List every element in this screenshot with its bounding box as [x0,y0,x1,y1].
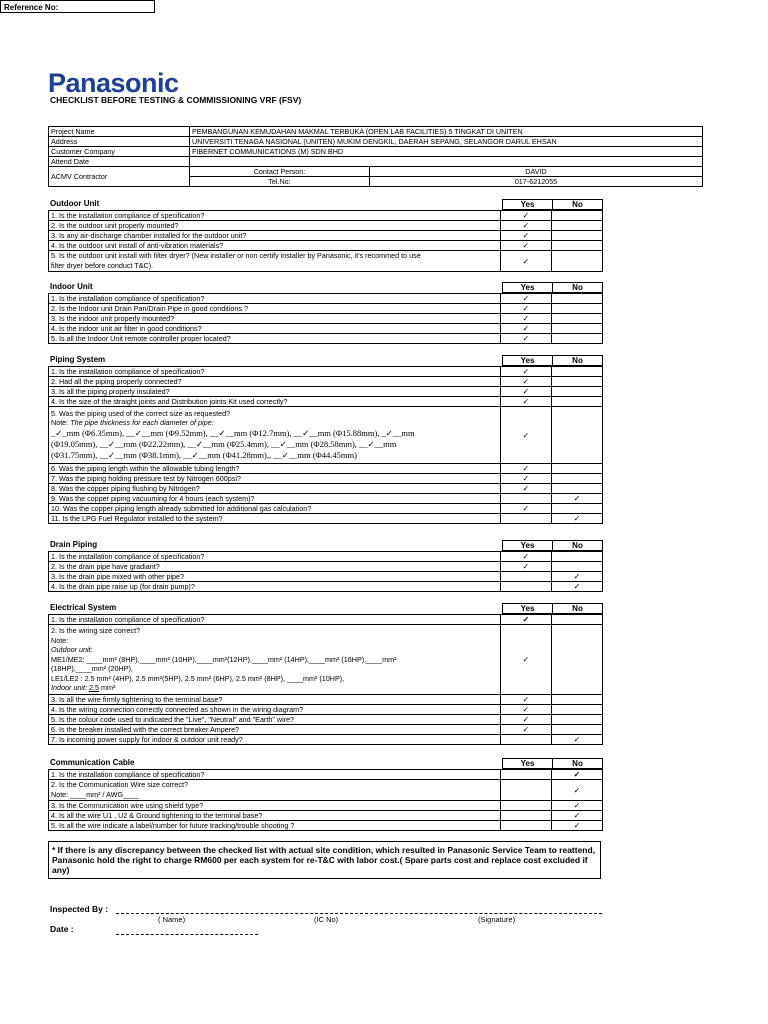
no-header: No [553,283,603,293]
yes-check[interactable]: ✓ [500,484,551,494]
no-check[interactable] [551,474,602,484]
question: 3. Is the indoor unit properly mounted? [49,314,501,324]
question: 6. Is the breaker installed with the correct breaker Ampere? [49,724,501,734]
no-check[interactable] [551,407,602,464]
question: 4. Is the outdoor unit install of anti-vibration materials? [49,241,501,251]
no-header: No [553,356,603,366]
yes-check[interactable]: ✓ [500,294,551,304]
no-check[interactable] [551,211,602,221]
question: 1. Is the installation compliance of specification? [49,615,501,625]
table-row [49,314,603,324]
no-check[interactable] [551,251,602,272]
no-header: No [553,200,603,210]
yes-check[interactable]: ✓ [500,231,551,241]
yes-header: Yes [503,283,553,293]
no-check[interactable] [551,464,602,474]
no-check[interactable] [551,714,602,724]
electrical-header [502,603,603,614]
question: 2. Is the outdoor unit properly mounted? [49,221,501,231]
customer-row [49,147,703,157]
yes-check[interactable] [500,811,551,821]
note-label: Note: [51,418,69,427]
yes-header: Yes [503,356,553,366]
table-row [49,367,603,377]
no-check[interactable] [551,304,602,314]
table-row [49,304,603,314]
question: 7. Was the piping holding pressure test by Nitrogen 600psi? [49,474,501,484]
wire-size-line: ME1/ME2: ____mm² (8HP),____mm² (10HP),____mm²(12HP),____mm² (14HP),____mm² (16HP),____mm² [51,654,397,664]
no-check[interactable]: ✓ [551,734,602,744]
address-label: Address [49,137,190,147]
table-row [49,780,603,801]
no-check[interactable] [551,552,602,562]
yes-check[interactable]: ✓ [500,724,551,734]
question: 3. Is all the wire firmly tightening to the terminal base? [49,694,501,704]
pipe-note [51,418,498,427]
table-row [49,582,603,592]
question: 4. Is the size of the straight joints and Distribution joints Kit used correctly? [49,397,501,407]
acmv-label: ACMV Contractor [49,167,190,187]
question: 1. Is the installation compliance of specification? [49,770,501,780]
no-check[interactable] [551,387,602,397]
indoor-unit-label: Indoor unit: [51,683,87,692]
indoor-unit-title: Indoor Unit [50,282,93,291]
yes-check[interactable]: ✓ [500,552,551,562]
question: 2. Had all the piping properly connected? [49,377,501,387]
question-line: filter dryer before conduct T&C). [51,261,154,270]
attend-date-row [49,157,703,167]
note-label: Note: [51,635,69,645]
project-name-row [49,127,703,137]
attend-date-label: Attend Date [49,157,190,167]
question: 4. Is the drain pipe raise up (for drain pump)? [49,582,501,592]
pipe-size-line: (Φ19.05mm), __✓__mm (Φ22.22mm), __✓__mm (Φ25.4mm), __✓__mm (Φ28.58mm), __✓__mm [51,439,397,449]
no-check[interactable] [551,377,602,387]
electrical-system-table [48,614,603,745]
no-check[interactable]: ✓ [551,572,602,582]
table-row [49,494,603,504]
yes-check[interactable] [500,780,551,801]
no-check[interactable] [551,615,602,625]
question: 2. Is the Indoor unit Drain Pan/Drain Pipe in good conditions ? [49,304,501,314]
contact-person-value[interactable]: DAVID [370,167,703,177]
electrical-system-title: Electrical System [50,603,117,612]
table-row [49,294,603,304]
question: 3. Is all the piping properly insulated? [49,387,501,397]
yes-check[interactable]: ✓ [500,464,551,474]
contact-person-label: Contact Person: [190,167,370,177]
customer-label: Customer Company [49,147,190,157]
question: 9. Was the copper piping vacuuming for 4 hours (each system)? [49,494,501,504]
outdoor-header [502,199,603,210]
no-check[interactable] [551,724,602,734]
table-row [49,464,603,474]
ic-caption: (IC No) [314,915,339,924]
table-row [49,704,603,714]
yes-check[interactable]: ✓ [500,714,551,724]
yes-header: Yes [503,541,553,551]
date-label: Date : [50,924,74,934]
no-check[interactable] [551,704,602,714]
tel-label: Tel.No: [190,177,370,187]
question: 7. Is incoming power supply for indoor & outdoor unit ready? [49,734,501,744]
table-row [49,562,603,572]
indoor-unit-unit: mm² [100,683,116,692]
inspected-by-label: Inspected By : [50,904,109,914]
no-check[interactable]: ✓ [551,494,602,504]
question: 2. Is the drain pipe have gradiant? [49,562,501,572]
table-row [49,770,603,780]
question: 11. Is the LPG Fuel Regulator installed to the system? [49,514,501,524]
yes-check[interactable]: ✓ [500,562,551,572]
yes-check[interactable]: ✓ [500,387,551,397]
yes-check[interactable]: ✓ [500,324,551,334]
piping-system-title: Piping System [50,355,106,364]
inspected-by-line[interactable] [116,913,602,914]
question: 5. Is all the Indoor Unit remote controller proper located? [49,334,501,344]
table-row [49,407,603,464]
table-row [49,615,603,625]
question: 1. Is the installation compliance of specification? [49,367,501,377]
indoor-unit-value: 2.5 [88,683,99,692]
wire-size-line: LE1/LE2 : 2.5 mm² (4HP), 2.5 mm²(5HP), 2.5 mm² (6HP), 2.5 mm² (8HP), ____mm² (10HP), [51,673,345,683]
yes-check[interactable] [500,770,551,780]
attend-date-value[interactable] [190,157,703,167]
no-check[interactable] [551,625,602,695]
yes-check[interactable]: ✓ [500,615,551,625]
yes-check[interactable] [500,801,551,811]
yes-check[interactable]: ✓ [500,211,551,221]
yes-check[interactable]: ✓ [500,407,551,464]
yes-check[interactable]: ✓ [500,367,551,377]
piping-header [502,355,603,366]
no-check[interactable]: ✓ [551,821,602,831]
no-header: No [553,604,603,614]
pipe-size-line: (Φ31.75mm), __✓__mm (Φ38.1mm), __✓__mm (Φ41.28mm),, __✓__mm (Φ44.45mm) [51,450,357,460]
question: 1. Is the installation compliance of specification? [49,294,501,304]
project-name-label: Project Name [49,127,190,137]
signature-caption: (Signature) [478,915,516,924]
no-check[interactable] [551,562,602,572]
yes-check[interactable]: ✓ [500,694,551,704]
communication-cable-table [48,769,603,831]
question: 3. Is any air-discharge chamber installed for the outdoor unit? [49,231,501,241]
drain-piping-title: Drain Piping [50,540,98,549]
yes-check[interactable] [500,582,551,592]
no-check[interactable] [551,694,602,704]
date-line[interactable] [116,934,258,935]
indoor-unit-table [48,293,603,344]
no-check[interactable]: ✓ [551,811,602,821]
no-header: No [553,759,603,769]
yes-header: Yes [503,759,553,769]
question [49,625,501,695]
yes-check[interactable]: ✓ [500,504,551,514]
table-row [49,211,603,221]
table-row [49,572,603,582]
wire-size-line: (18HP),____mm² (20HP), [51,664,133,673]
indoor-unit-wire [51,683,498,693]
question-line: 2. Is the wiring size correct? [51,626,141,635]
question: 5. Is all the wire indicate a label/number for future tracking/trouble shooting ? [49,821,501,831]
name-caption: ( Name) [158,915,186,924]
outdoor-unit-label: Outdoor unit: [51,645,93,654]
table-row [49,241,603,251]
question: 4. Is the wiring connection correctly connected as shown in the wiring diagram? [49,704,501,714]
question: 1. Is the installation compliance of specification? [49,211,501,221]
no-header: No [553,541,603,551]
note-text: The pipe thickness for each diameter of pipe: [70,418,214,427]
address-row [49,137,703,147]
question: 6. Was the piping length within the allowable tubing length? [49,464,501,474]
question [49,251,501,272]
table-row [49,552,603,562]
question-line: 5. Is the outdoor unit install with filter dryer? (New installer or non certify installer by Panasonic, it's recommed to use [51,251,421,260]
drain-header [502,540,603,551]
table-row [49,724,603,734]
comm-note: Note: ____mm² / AWG____ [51,790,140,799]
panasonic-logo: Panasonic [48,68,179,98]
table-row [49,625,603,695]
comm-header [502,758,603,769]
no-check[interactable]: ✓ [551,780,602,801]
reference-no-field[interactable]: Reference No: [0,0,155,13]
question: 10. Was the copper piping length already submitted for additional gas calculation? [49,504,501,514]
table-row [49,334,603,344]
yes-check[interactable]: ✓ [500,314,551,324]
no-check[interactable] [551,294,602,304]
yes-check[interactable]: ✓ [500,625,551,695]
question-line: 5. Was the piping used of the correct size as requested? [51,409,231,418]
table-row [49,474,603,484]
no-check[interactable]: ✓ [551,770,602,780]
yes-header: Yes [503,200,553,210]
question: 3. Is the drain pipe mixed with other pipe? [49,572,501,582]
no-check[interactable]: ✓ [551,582,602,592]
yes-header: Yes [503,604,553,614]
no-check[interactable] [551,221,602,231]
table-row [49,221,603,231]
no-check[interactable] [551,324,602,334]
no-check[interactable] [551,504,602,514]
disclaimer-note: * If there is any discrepancy between the checked list with actual site condition, which resulted in Panasonic Service Team to reattend, Panasonic hold the right to charge RM600 per each system for re-T&C with labor cost.( Spare parts cost and replace cost excluded if any) [48,841,601,879]
no-check[interactable]: ✓ [551,801,602,811]
table-row [49,484,603,494]
yes-check[interactable]: ✓ [500,251,551,272]
table-row [49,811,603,821]
yes-check[interactable]: ✓ [500,474,551,484]
table-row [49,694,603,704]
piping-system-table [48,366,603,524]
question: 4. Is all the wire U1 , U2 & Ground tightening to the terminal base? [49,811,501,821]
outdoor-unit-table [48,210,603,272]
project-name-value[interactable]: PEMBANGUNAN KEMUDAHAN MAKMAL TERBUKA (OPEN LAB FACILITIES) 5 TINGKAT DI UNITEN [190,127,703,137]
no-check[interactable] [551,334,602,344]
document-title: CHECKLIST BEFORE TESTING & COMMISSIONING VRF (FSV) [50,95,302,105]
address-value[interactable]: UNIVERSITI TENAGA NASIONAL (UNITEN) MUKIM DENGKIL, DAERAH SEPANG, SELANGOR DARUL EHSAN [190,137,703,147]
yes-check[interactable]: ✓ [500,334,551,344]
no-check[interactable] [551,231,602,241]
table-row [49,821,603,831]
drain-piping-table [48,551,603,592]
no-check[interactable] [551,367,602,377]
question: 8. Was the copper piping flushing by Nitrogen? [49,484,501,494]
question [49,407,501,464]
yes-check[interactable]: ✓ [500,304,551,314]
no-check[interactable]: ✓ [551,514,602,524]
project-info-table [48,126,703,187]
table-row [49,514,603,524]
indoor-header [502,282,603,293]
yes-check[interactable]: ✓ [500,241,551,251]
yes-check[interactable] [500,514,551,524]
table-row [49,734,603,744]
table-row [49,801,603,811]
table-row [49,377,603,387]
tel-value[interactable]: 017-6212055 [370,177,703,187]
yes-check[interactable] [500,494,551,504]
table-row [49,251,603,272]
yes-check[interactable] [500,572,551,582]
table-row [49,504,603,514]
acmv-row [49,167,703,177]
yes-check[interactable]: ✓ [500,377,551,387]
question [49,780,501,801]
no-check[interactable] [551,397,602,407]
yes-check[interactable] [500,734,551,744]
table-row [49,387,603,397]
table-row [49,231,603,241]
yes-check[interactable]: ✓ [500,221,551,231]
question-line: 2. Is the Communication Wire size correct? [51,780,189,789]
table-row [49,714,603,724]
question: 5. Is the colour code used to indicated the "Live", "Neutral" and "Earth" wire? [49,714,501,724]
no-check[interactable] [551,314,602,324]
question: 3. Is the Communication wire using shield type? [49,801,501,811]
no-check[interactable] [551,484,602,494]
table-row [49,324,603,334]
pipe-sizes [51,428,498,461]
outdoor-unit-title: Outdoor Unit [50,199,100,208]
communication-cable-title: Communication Cable [50,758,135,767]
pipe-size-line: _✓_mm (Φ6.35mm), __✓__mm (Φ9.52mm), __✓__mm (Φ12.7mm), __✓__mm (Φ15.88mm), _✓__mm [51,428,415,438]
table-row [49,397,603,407]
question: 1. Is the installation compliance of specification? [49,552,501,562]
yes-check[interactable]: ✓ [500,397,551,407]
yes-check[interactable]: ✓ [500,704,551,714]
no-check[interactable] [551,241,602,251]
yes-check[interactable] [500,821,551,831]
question: 4. Is the indoor unit air filter in good conditions? [49,324,501,334]
customer-value[interactable]: FIBERNET COMMUNICATIONS (M) SDN BHD [190,147,703,157]
